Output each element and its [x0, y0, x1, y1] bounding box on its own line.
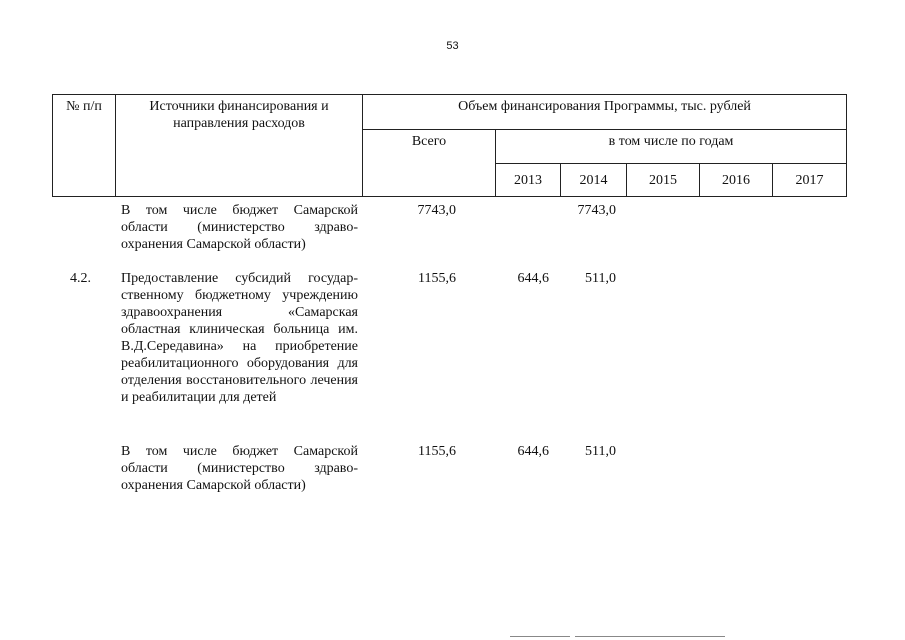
row-year-2014: 511,0: [585, 271, 616, 286]
row-year-2014: 7743,0: [577, 203, 616, 218]
page-edge-line: [575, 636, 725, 637]
row-year-2013: 644,6: [517, 444, 549, 459]
row-total: 1155,6: [418, 444, 456, 459]
row-description: В том числе бюджет Самарской области (министерство здравоохранения Самарской области): [121, 203, 358, 252]
year-2014-header: 2014: [561, 164, 627, 197]
year-2013-header: 2013: [496, 164, 561, 197]
table-header: [52, 94, 847, 197]
year-2016-header: 2016: [700, 164, 773, 197]
row-year-2014: 511,0: [585, 444, 616, 459]
col-funding-header: Объем финансирования Программы, тыс. рублей: [363, 95, 847, 130]
row-description: Предоставление субсидий государственному бюджетному учреждению здравоохранения «Самарская областная клиническая больница им. В.Д.Середавина» на приобретение реабилитационного оборудования для отделения восстановительного лечения и реабилитации для детей: [121, 271, 358, 405]
row-description: В том числе бюджет Самарской области (министерство здравоохранения Самарской области): [121, 444, 358, 493]
year-2015-header: 2015: [627, 164, 700, 197]
page-edge-line: [510, 636, 570, 637]
row-total: 7743,0: [417, 203, 456, 218]
year-2017-header: 2017: [773, 164, 847, 197]
row-year-2013: 644,6: [517, 271, 549, 286]
row-number: 4.2.: [70, 271, 91, 286]
col-total-header: Всего: [363, 130, 496, 197]
col-source-header: Источники финансирования и направления расходов: [116, 95, 363, 197]
col-number-header: № п/п: [53, 95, 116, 197]
row-total: 1155,6: [418, 271, 456, 286]
page-number: 53: [446, 40, 459, 52]
col-by-years-header: в том числе по годам: [496, 130, 847, 164]
